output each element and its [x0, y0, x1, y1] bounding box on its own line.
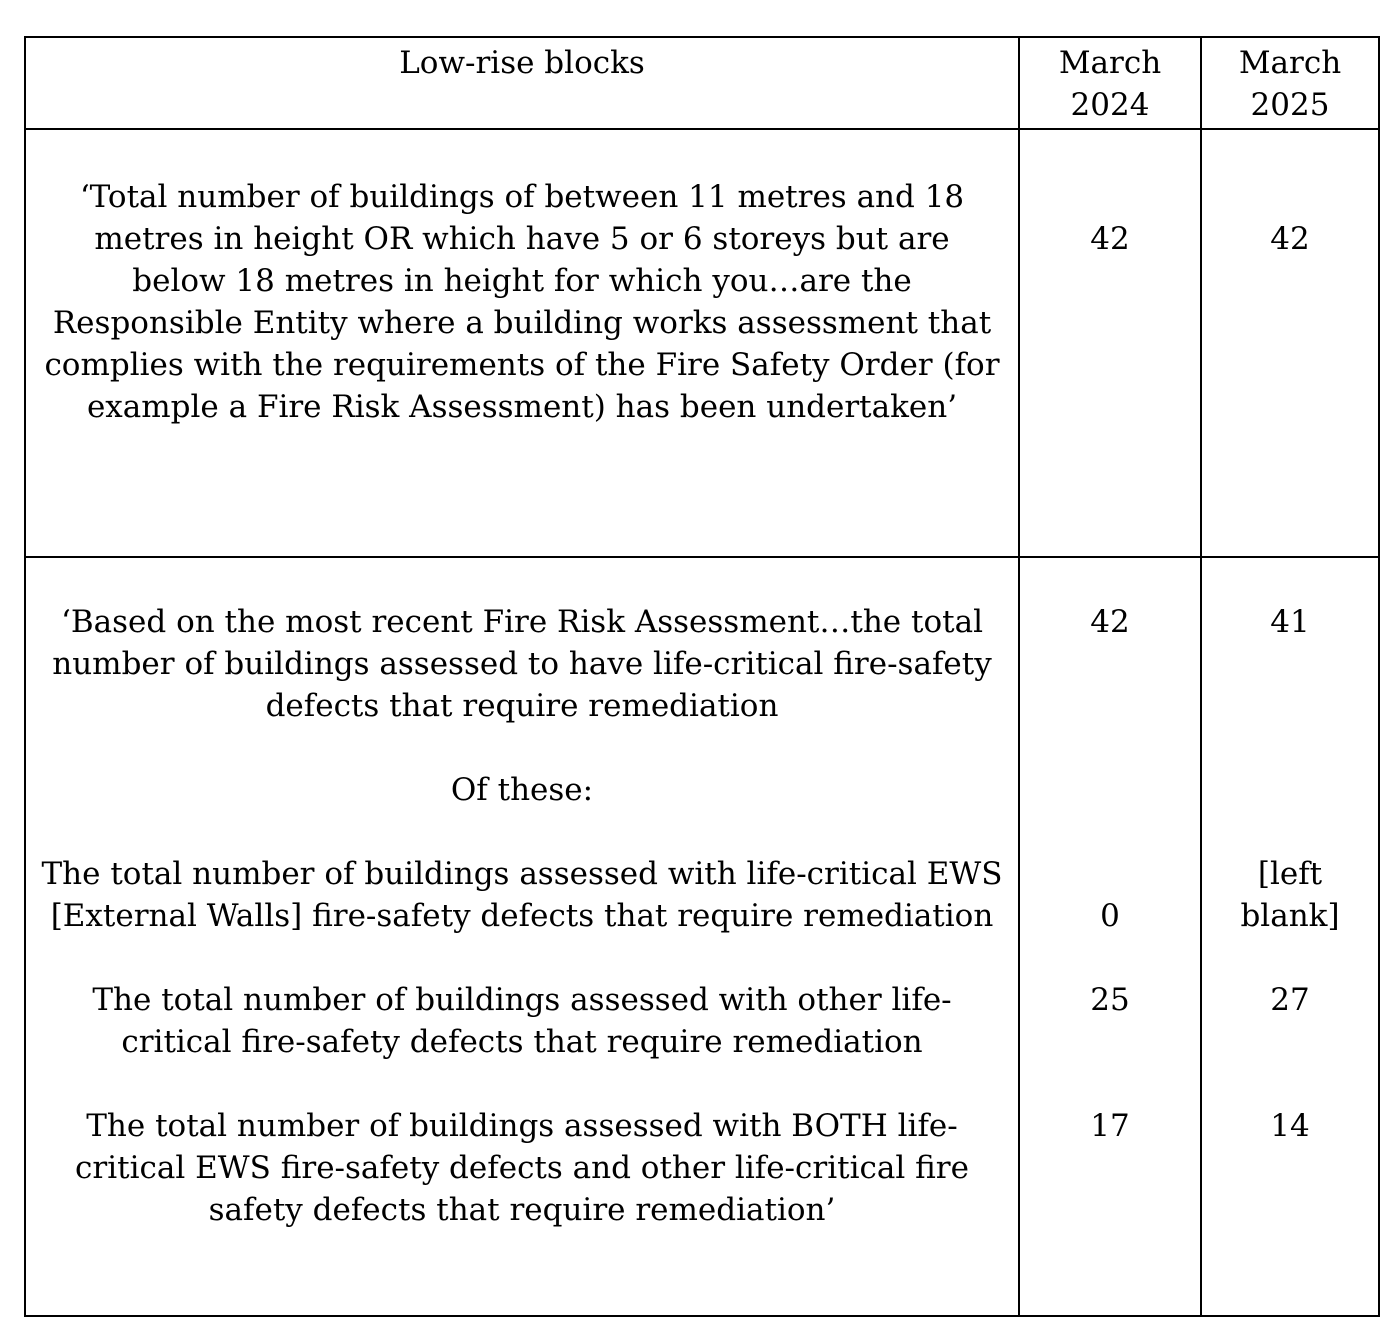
header-2025-year: 2025: [1250, 87, 1330, 123]
other-defects-label: The total number of buildings assessed with other life-critical fire-safety defects that require remediation: [92, 982, 952, 1060]
defects-labels-cell: [25, 557, 1019, 1316]
total-buildings-row: [25, 129, 1379, 557]
ews-defects-2024: 0: [1100, 898, 1120, 934]
total-buildings-2024: 42: [1019, 129, 1201, 557]
header-label: Low-rise blocks: [25, 37, 1019, 129]
defects-intro-2025: 41: [1270, 604, 1310, 640]
header-2025-month: March: [1238, 45, 1342, 81]
header-2024-year: 2024: [1070, 87, 1150, 123]
both-defects-label: The total number of buildings assessed with BOTH life-critical EWS fire-safety defects and other life-critical fire safety defects that require remediation’: [75, 1108, 969, 1228]
ews-defects-label: The total number of buildings assessed with life-critical EWS [External Walls] fire-safety defects that require remediation: [41, 856, 1003, 934]
defects-row: [25, 557, 1379, 1316]
other-defects-2024: 25: [1090, 982, 1130, 1018]
header-march-2024: [1019, 37, 1201, 129]
both-defects-2025: 14: [1270, 1108, 1310, 1144]
ews-defects-2025-line1: [left: [1257, 856, 1323, 892]
defects-2024-cell: [1019, 557, 1201, 1316]
total-buildings-2025: 42: [1201, 129, 1379, 557]
other-defects-2025: 27: [1270, 982, 1310, 1018]
defects-intro-label: ‘Based on the most recent Fire Risk Assessment…the total number of buildings assessed to have life-critical fire-safety defects that require remediation: [52, 604, 992, 724]
low-rise-blocks-table: [24, 36, 1380, 1317]
header-row: [25, 37, 1379, 129]
header-march-2025: [1201, 37, 1379, 129]
both-defects-2024: 17: [1090, 1108, 1130, 1144]
defects-intro-2024: 42: [1090, 604, 1130, 640]
ews-defects-2025-line2: blank]: [1240, 898, 1340, 934]
total-buildings-label: ‘Total number of buildings of between 11 metres and 18 metres in height OR which have 5 or 6 storeys but are below 18 metres in height for which you…are the Responsible Entity where a building works assessment that complies with the requirements of the Fire Safety Order (for example a Fire Risk Assessment) has been undertaken’: [25, 129, 1019, 557]
header-2024-month: March: [1058, 45, 1162, 81]
defects-2025-cell: [1201, 557, 1379, 1316]
of-these-label: Of these:: [450, 772, 594, 808]
